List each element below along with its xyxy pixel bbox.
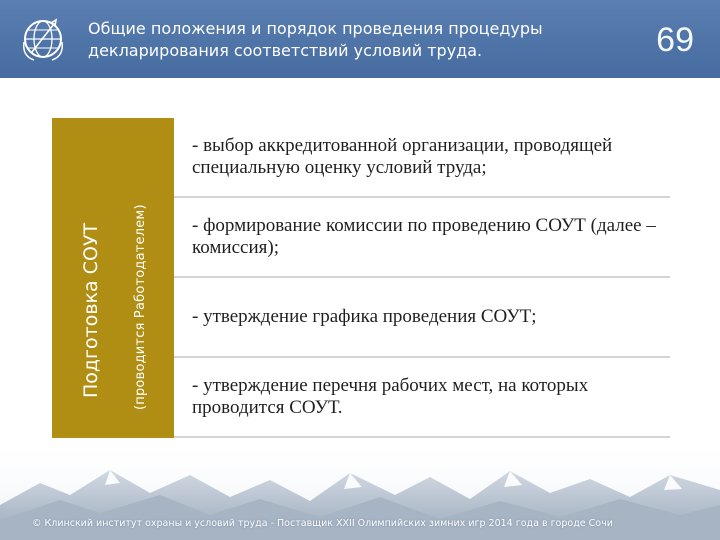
globe-logo-icon <box>18 12 68 64</box>
sidebar-subtitle: (проводится Работодателем) <box>133 204 148 410</box>
list-item-text: - утверждение графика проведения СОУТ; <box>192 306 537 327</box>
sidebar-title: Подготовка СОУТ <box>80 222 102 398</box>
sidebar-panel <box>52 118 174 438</box>
steps-list <box>174 118 670 438</box>
title-line-1: Общие положения и порядок проведения процедуры <box>88 19 543 38</box>
list-item-text: - формирование комиссии по проведению СОУТ (далее – комиссия); <box>192 215 656 258</box>
title-line-2: декларирования соответствий условий труда. <box>88 41 483 60</box>
list-item <box>174 278 670 358</box>
page-title <box>88 18 608 62</box>
list-item <box>174 198 670 278</box>
header-bar <box>0 0 720 78</box>
list-item-text: - утверждение перечня рабочих мест, на которых проводится СОУТ. <box>192 375 589 418</box>
footer-text: © Клинский институт охраны и условий труда - Поставщик XXII Олимпийских зимних игр 2014 года в городе Сочи <box>32 518 613 529</box>
slide-number: 69 <box>656 21 694 59</box>
list-item-text: - выбор аккредитованной организации, проводящей специальную оценку условий труда; <box>192 135 613 178</box>
list-item <box>174 118 670 198</box>
list-item <box>174 358 670 438</box>
